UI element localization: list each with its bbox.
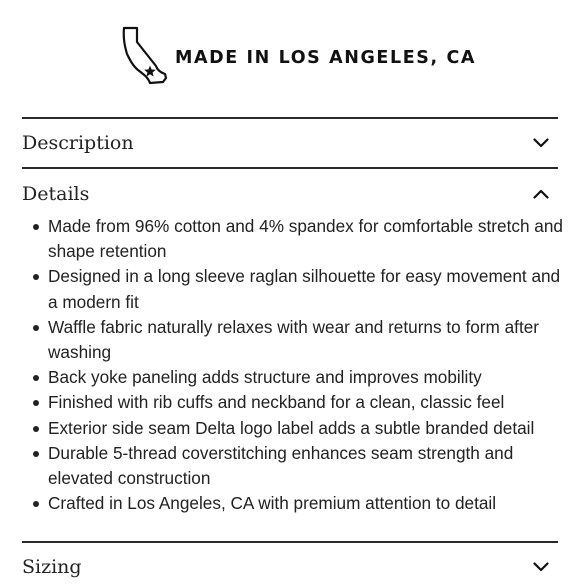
list-item: Durable 5-thread coverstitching enhances seam strength and elevated construction [22,441,567,491]
divider [22,167,558,169]
list-item: Exterior side seam Delta logo label adds a subtle branded detail [22,416,567,441]
details-title: Details [22,183,90,205]
details-list [22,214,567,516]
list-item: Made from 96% cotton and 4% spandex for comfortable stretch and shape retention [22,214,567,264]
chevron-down-icon[interactable] [532,134,550,152]
chevron-up-icon[interactable] [532,185,550,203]
list-item: Waffle fabric naturally relaxes with wear and returns to form after washing [22,315,567,365]
made-in-la-badge [120,26,476,86]
details-accordion-header[interactable] [22,174,558,214]
list-item: Designed in a long sleeve raglan silhouette for easy movement and a modern fit [22,264,567,314]
list-item: Finished with rib cuffs and neckband for a clean, classic feel [22,390,567,415]
sizing-accordion-header[interactable] [22,547,558,587]
sizing-title: Sizing [22,556,82,578]
made-in-la-text: MADE IN LOS ANGELES, CA [175,48,477,68]
divider [22,541,558,543]
list-item: Crafted in Los Angeles, CA with premium attention to detail [22,491,567,516]
divider [22,117,558,119]
description-accordion-header[interactable] [22,123,558,163]
california-star-icon [120,26,172,86]
description-title: Description [22,132,134,154]
chevron-down-icon[interactable] [532,558,550,576]
list-item: Back yoke paneling adds structure and improves mobility [22,365,567,390]
